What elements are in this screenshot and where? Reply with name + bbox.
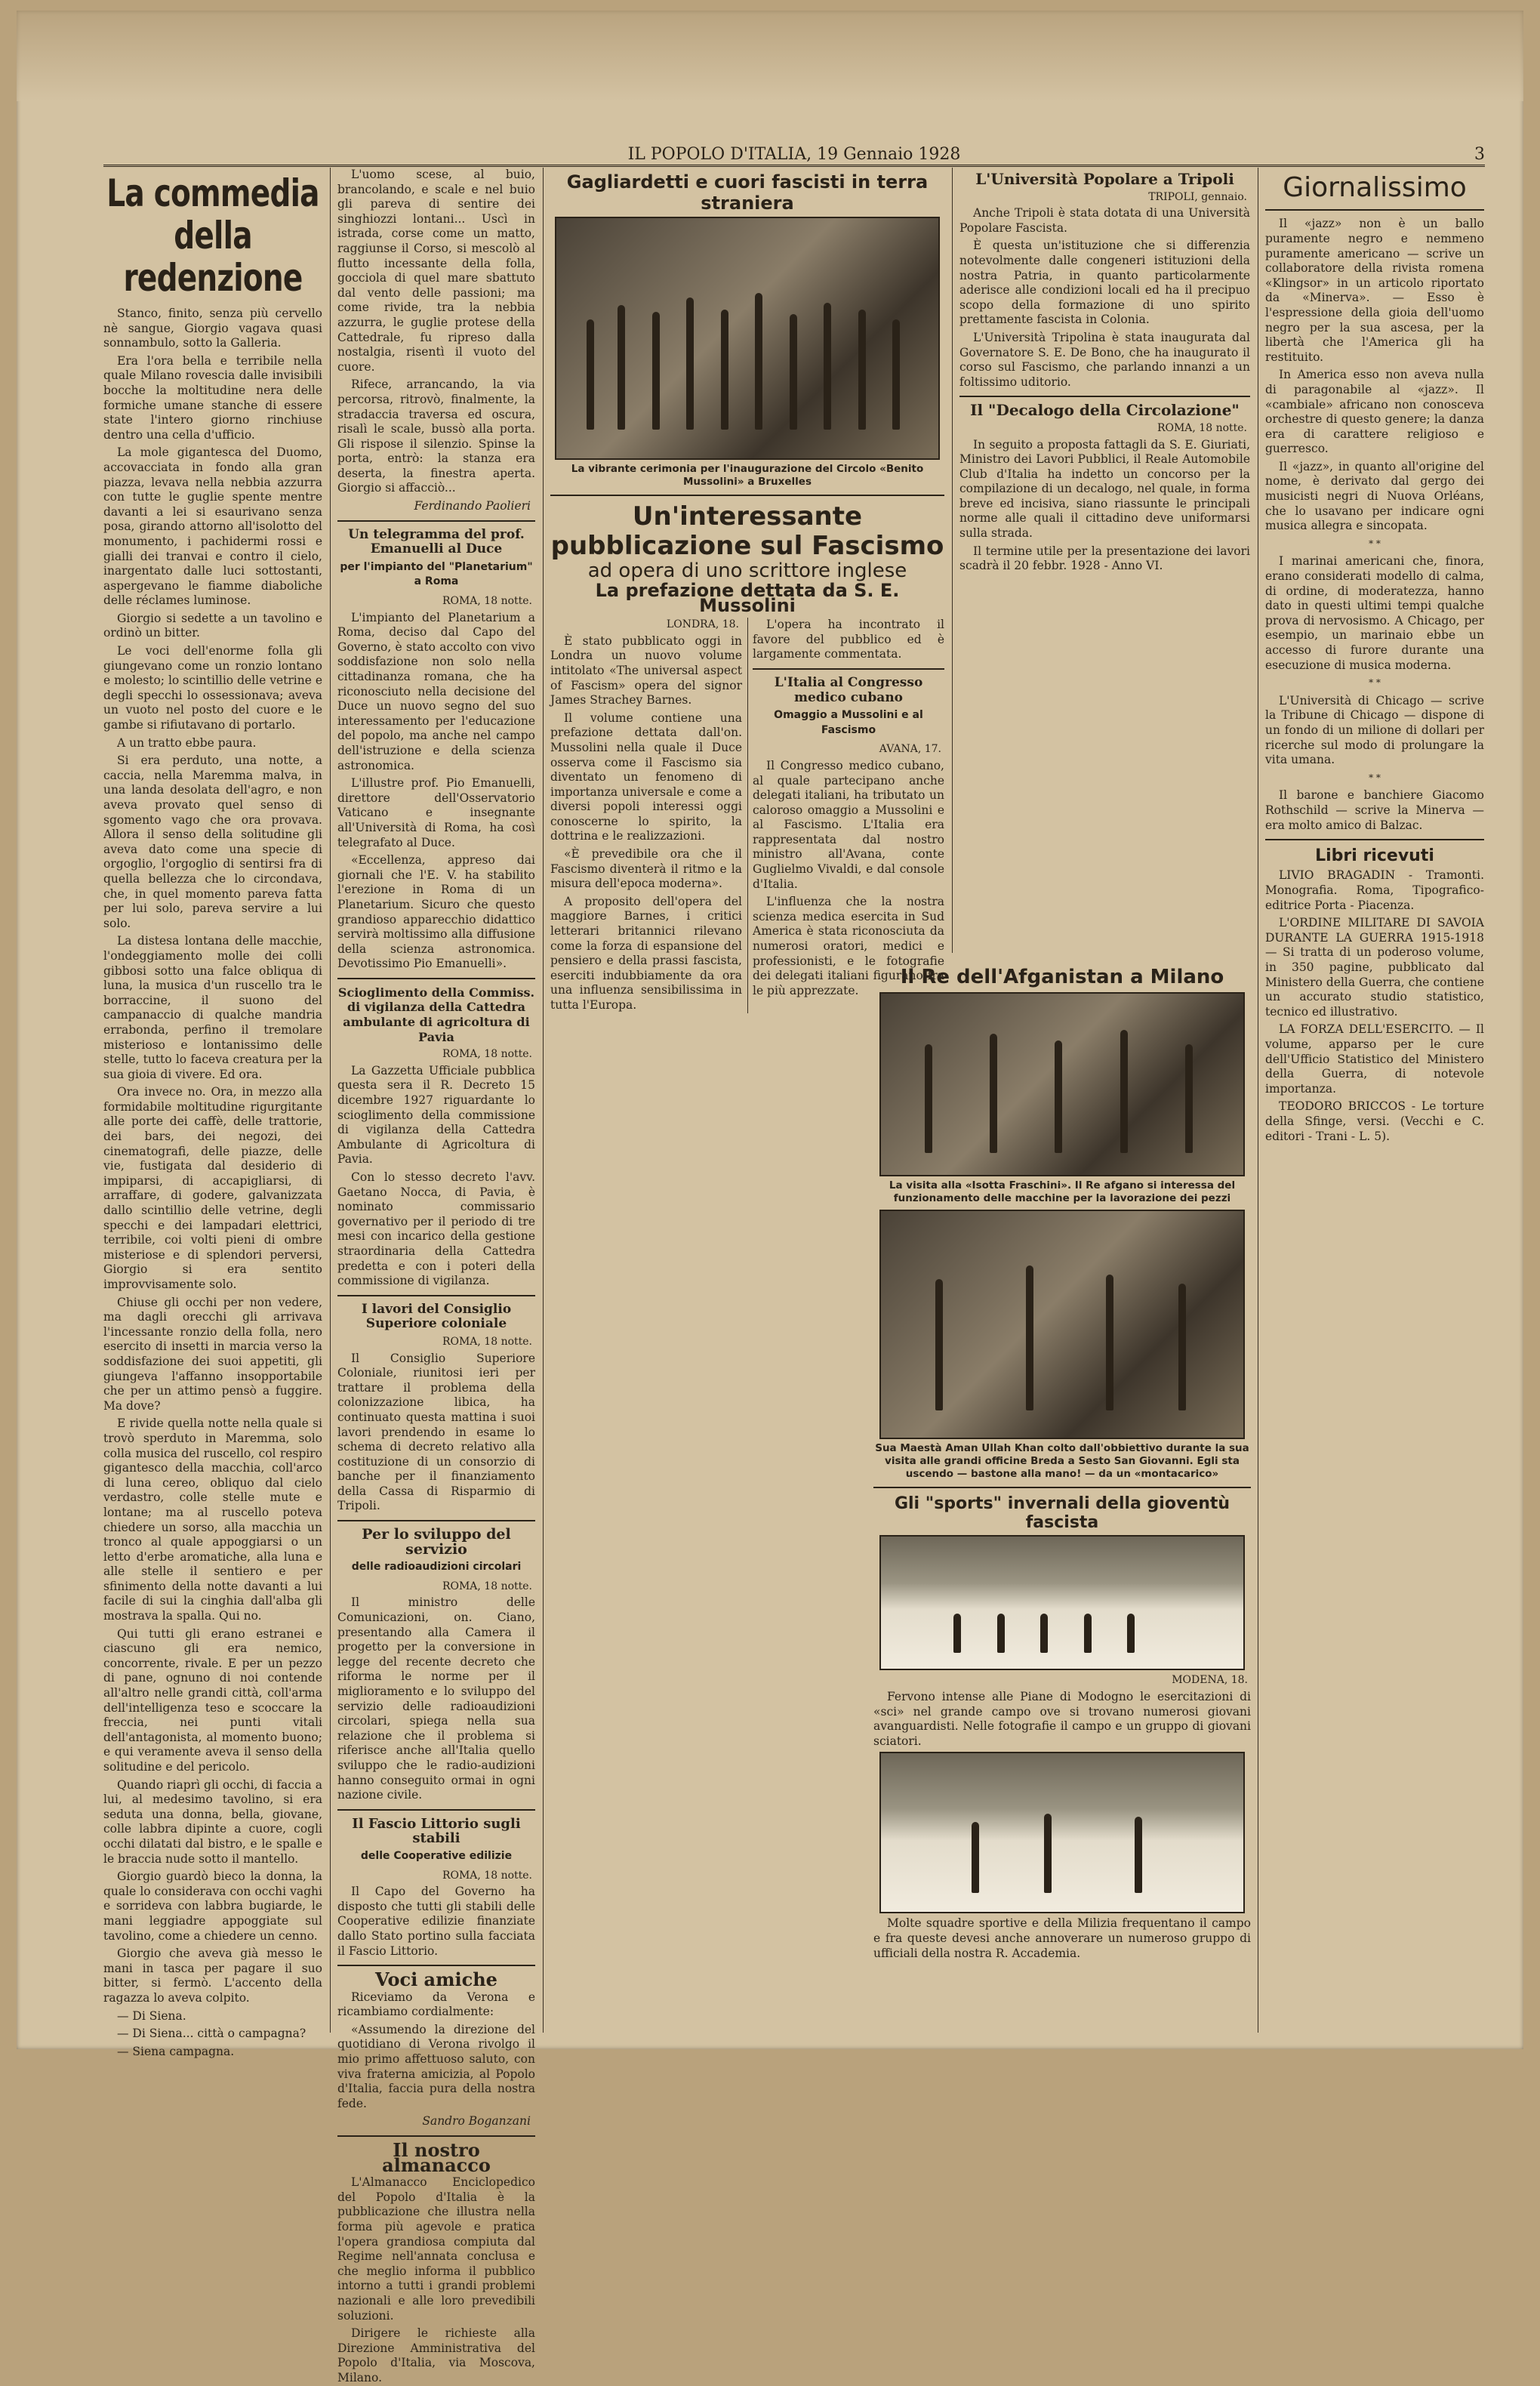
paragraph: Quando riaprì gli occhi, di faccia a lui, al medesimo tavolino, si era seduta una donna, bella, giovane, colle labbra dipinte a cuore, cogli occhi dilatati dal bistro, e le spalle e le braccia nude sotto il mantello. (103, 1777, 322, 1866)
headline-sports: Gli "sports" invernali della gioventù fascista (894, 1494, 1230, 1533)
feature-body (550, 618, 944, 1013)
photo-sciatori (879, 1752, 1245, 1913)
paragraph: Dirigere le richieste alla Direzione Amministrativa del Popolo d'Italia, via Moscova, Milano. (337, 2326, 535, 2384)
masthead-title: IL POPOLO D'ITALIA, 19 Gennaio 1928 (627, 145, 961, 164)
paragraph: Il «jazz» non è un ballo puramente negro e nemmeno puramente americano — scrive un collaboratore della rivista romena «Klingsor» in un articolo riportato da «Minerva». — Esso è l'espressione della gioia dell'uomo negro per la sua ascesa, per la libertà che l'America gli ha restituito. (1265, 217, 1484, 364)
paragraph: L'ORDINE MILITARE DI SAVOIA DURANTE LA GUERRA 1915-1918 — Si tratta di un poderoso volume, in 350 pagine, pubblicato dal Ministero della Guerra, che contiene un accurato studio statistico, tecnico ed illustrativo. (1265, 916, 1484, 1019)
article-body-commedia (103, 307, 322, 2059)
photo-bruxelles (555, 217, 940, 460)
author-signature: Ferdinando Paolieri (414, 499, 531, 513)
paragraph: Il Congresso medico cubano, al quale partecipano anche delegati italiani, ha tributato un caloroso omaggio a Mussolini e al Fascismo. L'Italia era rappresentata dal nostro ministro all'Avana, conte Guglielmo Vivaldi, e dal console d'Italia. (753, 758, 944, 891)
paragraph: Qui tutti gli erano estranei e ciascuno gli era nemico, concorrente, rivale. E per un pezzo di pane, ognuno di noi contende all'altro nelle grandi città, coll'arma dell'intelligenza teso e scoccare la freccia, nei punti vitali dell'antagonista, al momento buono; e qui veramente aveva il senso della solitudine e del pericolo. (103, 1626, 322, 1774)
subhead-cuba: Omaggio a Mussolini e al Fascismo (774, 709, 923, 736)
paragraph: L'Università Tripolina è stata inaugurata dal Governatore S. E. De Bono, che ha inaugurato il corso sul Fascismo, che parlando innanzi a un foltissimo uditorio. (959, 330, 1250, 389)
paragraph: Le voci dell'enorme folla gli giungevano come un ronzio lontano e molesto; lo scintillio delle vetrine e degli specchi lo ossessionava; aveva un vuoto nel posto del cuore e le gambe si rifiutavano di portarlo. (103, 644, 322, 732)
photo-sci-campo (879, 1535, 1245, 1670)
paragraph: LA FORZA DELL'ESERCITO. — Il volume, apparso per le cure dell'Ufficio Statistico del Ministero della Guerra, di notevole importanza. (1265, 1022, 1484, 1096)
divider (337, 2135, 535, 2137)
dateline: ROMA, 18 notte. (442, 1048, 532, 1061)
paragraph: Rifece, arrancando, la via percorsa, ritrovò, finalmente, la stradaccia traversa ed oscura, risalì le scale, bussò alla porta. Gli rispose il silenzio. Spinse la porta, entrò: la stanza era deserta, la finestra aperta. Giorgio si affacciò... (337, 378, 535, 495)
photo-caption-sciatori: Molte squadre sportive e della Milizia frequentano il campo e fra queste devesi anche annoverare un numeroso gruppo di ufficiali della nostra R. Accademia. (873, 1916, 1251, 1960)
paragraph: Giorgio si sedette a un tavolino e ordinò un bitter. (103, 611, 322, 640)
divider (337, 1520, 535, 1521)
divider (959, 396, 1250, 397)
column-5 (1265, 168, 1484, 2033)
newspaper-page (17, 11, 1523, 2384)
paragraph: È questa un'istituzione che si differenzia notevolmente dalle congeneri istituzioni della nostra Patria, in quanto particolarmente aderisce alle condizioni locali ed ha il precipuo scopo della formazione di uno spirito prettamente fascista in Colonia. (959, 239, 1250, 327)
paragraph: L'influenza che la nostra scienza medica esercita in Sud America è stata riconosciuta da numerosi oratori, medici e professionisti, e le fotografie dei delegati italiani figurano fra le più apprezzate. (753, 895, 944, 997)
paragraph: — Siena campagna. (117, 2044, 235, 2058)
paragraph: Stanco, finito, senza più cervello nè sangue, Giorgio vagava quasi sonnambulo, sotto la Galleria. (103, 307, 322, 350)
paragraph: L'uomo scese, al buio, brancolando, e scale e nel buio gli pareva di sentire dei singhiozzi lontani... Uscì in istrada, corse come un matto, raggiunse il Corso, si mescolò al flutto incessante della folla, gocciola di quel mare sbattuto dal vento delle passioni; ma come rivide, tra la nebbia azzurra, le guglie protese della Cattedrale, fu ripreso dalla nostalgia, risentì il vuoto del cuore. (337, 168, 535, 374)
photo-isotta-fraschini (879, 992, 1245, 1176)
section-stars: * * (1369, 538, 1381, 549)
article-title-commedia: La commedia della redenzione (106, 171, 319, 300)
dateline: ROMA, 18 notte. (442, 1580, 532, 1592)
headline-radio: Per lo sviluppo del servizio (362, 1526, 511, 1558)
headline-almanacco: Il nostro almanacco (382, 2139, 491, 2176)
headline-planetarium: Un telegramma del prof. Emanuelli al Duce (348, 526, 525, 557)
masthead (103, 145, 1485, 167)
dateline: AVANA, 17. (879, 743, 941, 756)
photo-breda (879, 1210, 1245, 1439)
column-2 (337, 168, 535, 2384)
headline-giornalissimo: Giornalissimo (1283, 172, 1467, 203)
column-4-photos (873, 962, 1251, 2034)
subhead-radio: delle radioaudizioni circolari (351, 1561, 522, 1574)
subhead-fascio: delle Cooperative edilizie (360, 1849, 513, 1862)
column-4-top (959, 168, 1250, 953)
section-stars: * * (1369, 677, 1381, 689)
paragraph: E rivide quella notte nella quale si trovò sperduto in Maremma, solo colla musica del ruscello, col respiro gigantesco della macchia, coll'arco di luna cereo, obliquo dal cielo verdastro, colle stelle mute e lontane; ma al ruscello poteva chiedere un sorso, alla macchia un tronco al quale appoggiarsi o un letto d'erbe aromatiche, alla luna e alle stelle il sentiero e per sfinimento della notte davanti a lui facile di sui la cinghia dall'alba gli mostrava la spalla. Qui no. (103, 1416, 322, 1623)
paragraph: «È prevedibile ora che il Fascismo diventerà il ritmo e la misura dell'epoca moderna». (550, 847, 742, 891)
divider (337, 978, 535, 979)
paragraph: Il «jazz», in quanto all'origine del nome, è derivato dal gergo dei musicisti negri di Nuova Orléans, che lo usavano per indicare ogni musica allegra e sincopata. (1265, 459, 1484, 533)
paragraph: Il termine utile per la presentazione dei lavori scadrà il 20 febbr. 1928 - Anno VI. (959, 544, 1250, 573)
paragraph: La Gazzetta Ufficiale pubblica questa sera il R. Decreto 15 dicembre 1927 riguardante lo scioglimento della commissione di vigilanza della Cattedra Ambulante di Agricoltura di Pavia. (337, 1063, 535, 1167)
paragraph: A un tratto ebbe paura. (117, 735, 257, 750)
paragraph: Con lo stesso decreto l'avv. Gaetano Nocca, di Pavia, è nominato commissario governativo per il periodo di tre mesi con incarico della gestione straordinaria della Cattedra predetta e con i poteri della commissione di vigilanza. (337, 1170, 535, 1288)
subhead-planetarium: per l'impianto del "Planetarium" a Roma (340, 560, 533, 588)
paragraph: In America esso non aveva nulla di paragonabile al «jazz». Il «cambiale» africano non conosceva orchestre di questo genere; la danza era di carattere religioso e guerresco. (1265, 368, 1484, 456)
column-rule (330, 168, 331, 2033)
paragraph: Giorgio guardò bieco la donna, la quale lo considerava con occhi vaghi e sorrideva con labbra bugiarde, le mani leggiadre appoggiate sul tavolino, come a chiedere un cenno. (103, 1870, 322, 1943)
subhead-scrittore: ad opera di uno scrittore inglese (587, 560, 907, 583)
headline-voci-amiche: Voci amiche (375, 1968, 497, 1991)
paragraph: L'impianto del Planetarium a Roma, deciso dal Capo del Governo, è stato accolto con vivo soddisfazione non solo nella cittadinanza romana, che ha riconosciuto nella decisione del Duce un nuovo segno del suo interessamento per l'educazione del popolo, ma anche nel campo dell'istruzione e della scienza astronomica. (337, 610, 535, 772)
divider (337, 1809, 535, 1811)
paragraph: «Eccellenza, appreso dai giornali che l'E. V. ha stabilito l'erezione in Roma di un Planetarium. Sicuro che questo grandioso apparecchio didattico servirà moltissimo alla diffusione della scienza astronomica. Devotissimo Pio Emanuelli». (337, 853, 535, 971)
paragraph: Era l'ora bella e terribile nella quale Milano rovescia dalle invisibili bocche la moltitudine nera delle formiche umane stanche di essere state l'intero giorno rinchiuse dentro una cella d'ufficio. (103, 353, 322, 442)
paragraph: I marinai americani che, finora, erano considerati modello di calma, di ordine, di moderatezza, hanno dato in questi ultimi tempi qualche prova di nervosismo. A Chicago, per esempio, un marinaio ebbe un accesso di furore durante una esecuzione di musica moderna. (1265, 554, 1484, 672)
divider (753, 668, 944, 670)
paragraph: Riceviamo da Verona e ricambiamo cordialmente: (337, 1990, 535, 2019)
headline-cuba: L'Italia al Congresso medico cubano (774, 674, 923, 705)
paragraph: A proposito dell'opera del maggiore Barnes, i critici letterari britannici rilevano come la forza di espansione del pensiero e della prassi fascista, eserciti indubbiamente da ora una influenza sensibilissima in tutta l'Europa. (550, 894, 742, 1012)
dateline: MODENA, 18. (1172, 1674, 1248, 1687)
paragraph: Il ministro delle Comunicazioni, on. Ciano, presentando alla Camera il progetto per la conversione in legge del recente decreto che riforma le norme per il miglioramento e lo sviluppo del servizio delle radioaudizioni circolari, spiega nella sua relazione che il problema si riferisce anche all'Italia quello sviluppo che le radio-audizioni hanno conseguito ormai in ogni nazione civile. (337, 1595, 535, 1802)
dateline: ROMA, 18 notte. (442, 1335, 532, 1348)
column-rule (952, 168, 953, 953)
column-rule (543, 168, 544, 2033)
deck-prefazione: La prefazione dettata da S. E. Mussolini (595, 579, 900, 616)
dateline: TRIPOLI, gennaio. (1148, 190, 1247, 203)
headline-tripoli: L'Università Popolare a Tripoli (975, 170, 1234, 188)
headline-pavia: Scioglimento della Commiss. di vigilanza della Cattedra ambulante di agricoltura di Pavia (337, 985, 535, 1044)
paragraph: LIVIO BRAGADIN - Tramonti. Monografia. Roma, Tipografico-editrice Porta - Piacenza. (1265, 868, 1484, 912)
paragraph: L'Almanacco Enciclopedico del Popolo d'Italia è la pubblicazione che illustra nella forma più agevole e pratica l'opera grandiosa compiuta dal Regime nell'annata conclusa e che meglio informa il pubblico intorno a tutti i grandi problemi nazionali e alle loro prevedibili soluzioni. (337, 2175, 535, 2323)
paragraph: Chiuse gli occhi per non vedere, ma dagli orecchi gli arrivava l'incessante ronzio della folla, nero esercito di insetti in marcia verso la soddisfazione dei suoi appetiti, gli giungeva l'affanno insopportabile che per un attimo pensò a fuggire. Ma dove? (103, 1295, 322, 1413)
page-number: 3 (1474, 145, 1485, 164)
paragraph: Il Consiglio Superiore Coloniale, riunitosi ieri per trattare il problema della colonizzazione libica, ha continuato questa mattina i suoi lavori prendendo in esame lo schema di decreto relativo alla costituzione di un consorzio di banche per il finanziamento della Cassa di Risparmio di Tripoli. (337, 1351, 535, 1513)
paragraph: Fervono intense alle Piane di Modogno le esercitazioni di «sci» nel grande campo ove si trovano numerosi giovani avanguardisti. Nelle fotografie il campo e un gruppo di giovani sciatori. (873, 1690, 1251, 1748)
paragraph: La distesa lontana delle macchie, l'ondeggiamento molle dei colli gibbosi sotto una falce obliqua di luna, la musica d'un ruscello tra le borraccine, il suono del campanaccio di qualche mandria errabonda, perfino il tremolare misterioso e lontanissimo delle stelle, tutto lo faceva creatura per la sua gioia di vivere. Ed ora. (103, 934, 322, 1081)
paragraph: Ora invece no. Ora, in mezzo alla formidabile moltitudine rigurgitante alle porte dei caffè, delle trattorie, dei bars, dei negozi, dei cinematografi, delle piazze, delle vie, fustigata dal desiderio di impiparsi, di accapigliarsi, di arraffare, di godere, galvanizzata dallo scintillio delle vetrine, degli specchi e dei lampadari elettrici, terribile, coi volti pieni di ombre misteriose e di splendori perversi, Giorgio si era sentito improvvisamente solo. (103, 1085, 322, 1291)
paragraph: L'Università di Chicago — scrive la Tribune di Chicago — dispone di un fondo di un milione di dollari per ricerche sul modo di prolungare la vita umana. (1265, 693, 1484, 767)
headline-bruxelles: Gagliardetti e cuori fascisti in terra straniera (566, 171, 929, 214)
paragraph: In seguito a proposta fattagli da S. E. Giuriati, Ministro dei Lavori Pubblici, il Reale Automobile Club d'Italia ha indetto un concorso per la compilazione di un decalogo, nel quale, in forma breve ed incisiva, siano riassunte le principali norme alle quali il cittadino deve uniformarsi sulla strada. (959, 437, 1250, 541)
paragraph: Si era perduto, una notte, a caccia, nella Maremma malva, in una landa desolata dell'agro, e non aveva provato quel senso di sgomento vago che ora provava. Allora il senso della solitudine gli aveva dato come una specie di orgoglio, l'orgoglio di sentirsi fra di quella bellezza che lo circondava, che, in quel momento pareva fatta per lui solo, pareva servire a lui solo. (103, 754, 322, 930)
paragraph: Il volume contiene una prefazione dettata dall'on. Mussolini nella quale il Duce osserva come il Fascismo sia diventato un fenomeno di importanza universale e come a diversi popoli interessi oggi conoscerne lo spirito, la dottrina e le realizzazioni. (550, 711, 742, 843)
divider (873, 1487, 1251, 1488)
divider (1265, 209, 1484, 211)
dateline: LONDRA, 18. (666, 618, 739, 631)
divider (550, 495, 944, 496)
headline-fascio: Il Fascio Littorio sugli stabili (352, 1815, 521, 1847)
paragraph: L'opera ha incontrato il favore del pubblico ed è largamente commentata. (753, 618, 944, 661)
headline-coloniale: I lavori del Consiglio Superiore coloniale (361, 1301, 512, 1332)
paragraph: Il Capo del Governo ha disposto che tutti gli stabili delle Cooperative edilizie finanziate dallo Stato portino sulla facciata il Fascio Littorio. (337, 1885, 535, 1958)
divider (337, 1295, 535, 1296)
headline-pubblicazione: Un'interessante pubblicazione sul Fascismo (550, 501, 944, 562)
paragraph: TEODORO BRICCOS - Le torture della Sfinge, versi. (Vecchi e C. editori - Trani - L. 5). (1265, 1099, 1484, 1143)
section-stars: * * (1369, 772, 1381, 783)
paragraph: Il barone e banchiere Giacomo Rothschild — scrive la Minerva — era molto amico di Balzac. (1265, 788, 1484, 832)
divider (1265, 839, 1484, 840)
paragraph: — Di Siena... città o campagna? (117, 2027, 306, 2041)
dateline: ROMA, 18 notte. (442, 595, 532, 608)
photo-caption-bruxelles: La vibrante cerimonia per l'inaugurazione del Circolo «Benito Mussolini» a Bruxelles (571, 463, 924, 489)
paragraph: L'illustre prof. Pio Emanuelli, direttore dell'Osservatorio Vaticano e insegnante all'Università di Roma, ha così telegrafato al Duce. (337, 776, 535, 849)
paragraph: È stato pubblicato oggi in Londra un nuovo volume intitolato «The universal aspect of Fascism» opera del signor James Strachey Barnes. (550, 633, 742, 707)
dateline: ROMA, 18 notte. (1157, 421, 1247, 434)
dateline: ROMA, 18 notte. (442, 1869, 532, 1882)
paragraph: La mole gigantesca del Duomo, accovacciata in fondo alla gran piazza, levava nella nebbia azzurra con tutte le guglie spente mentre davanti a lei si esaurivano senza posa, girando attorno all'isolotto del monumento, i pachidermi rossi e gialli dei tranvai e contro il cielo, inargentato dalle luci sottostanti, aspergevano le fiamme diaboliche delle réclames luminose. (103, 445, 322, 608)
author-signature: Sandro Boganzani (422, 2114, 531, 2129)
headline-libri-ricevuti: Libri ricevuti (1315, 846, 1434, 866)
paragraph: «Assumendo la direzione del quotidiano di Verona rivolgo il mio primo affettuoso saluto, con viva fraterna amicizia, al Popolo d'Italia, faccia pura della nostra fede. (337, 2022, 535, 2110)
headline-decalogo: Il "Decalogo della Circolazione" (970, 401, 1240, 420)
divider (337, 520, 535, 522)
paragraph: Anche Tripoli è stata dotata di una Università Popolare Fascista. (959, 206, 1250, 235)
divider (337, 1965, 535, 1966)
paragraph: Giorgio che aveva già messo le mani in tasca per pagare il suo bitter, si fermò. L'accento della ragazza lo aveva colpito. (103, 1947, 322, 2005)
photo-caption-breda: Sua Maestà Aman Ullah Khan colto dall'obbiettivo durante la sua visita alle grandi officine Breda a Sesto San Giovanni. Egli sta uscendo — bastone alla mano! — da un «montacarico» (875, 1441, 1249, 1480)
photo-caption-isotta: La visita alla «Isotta Fraschini». Il Re afgano si interessa del funzionamento delle macchine per la lavorazione dei pezzi (889, 1179, 1236, 1204)
headline-afganistan: Il Re dell'Afganistan a Milano (900, 966, 1224, 988)
paragraph: — Di Siena. (117, 2008, 186, 2023)
column-1 (103, 168, 322, 2058)
